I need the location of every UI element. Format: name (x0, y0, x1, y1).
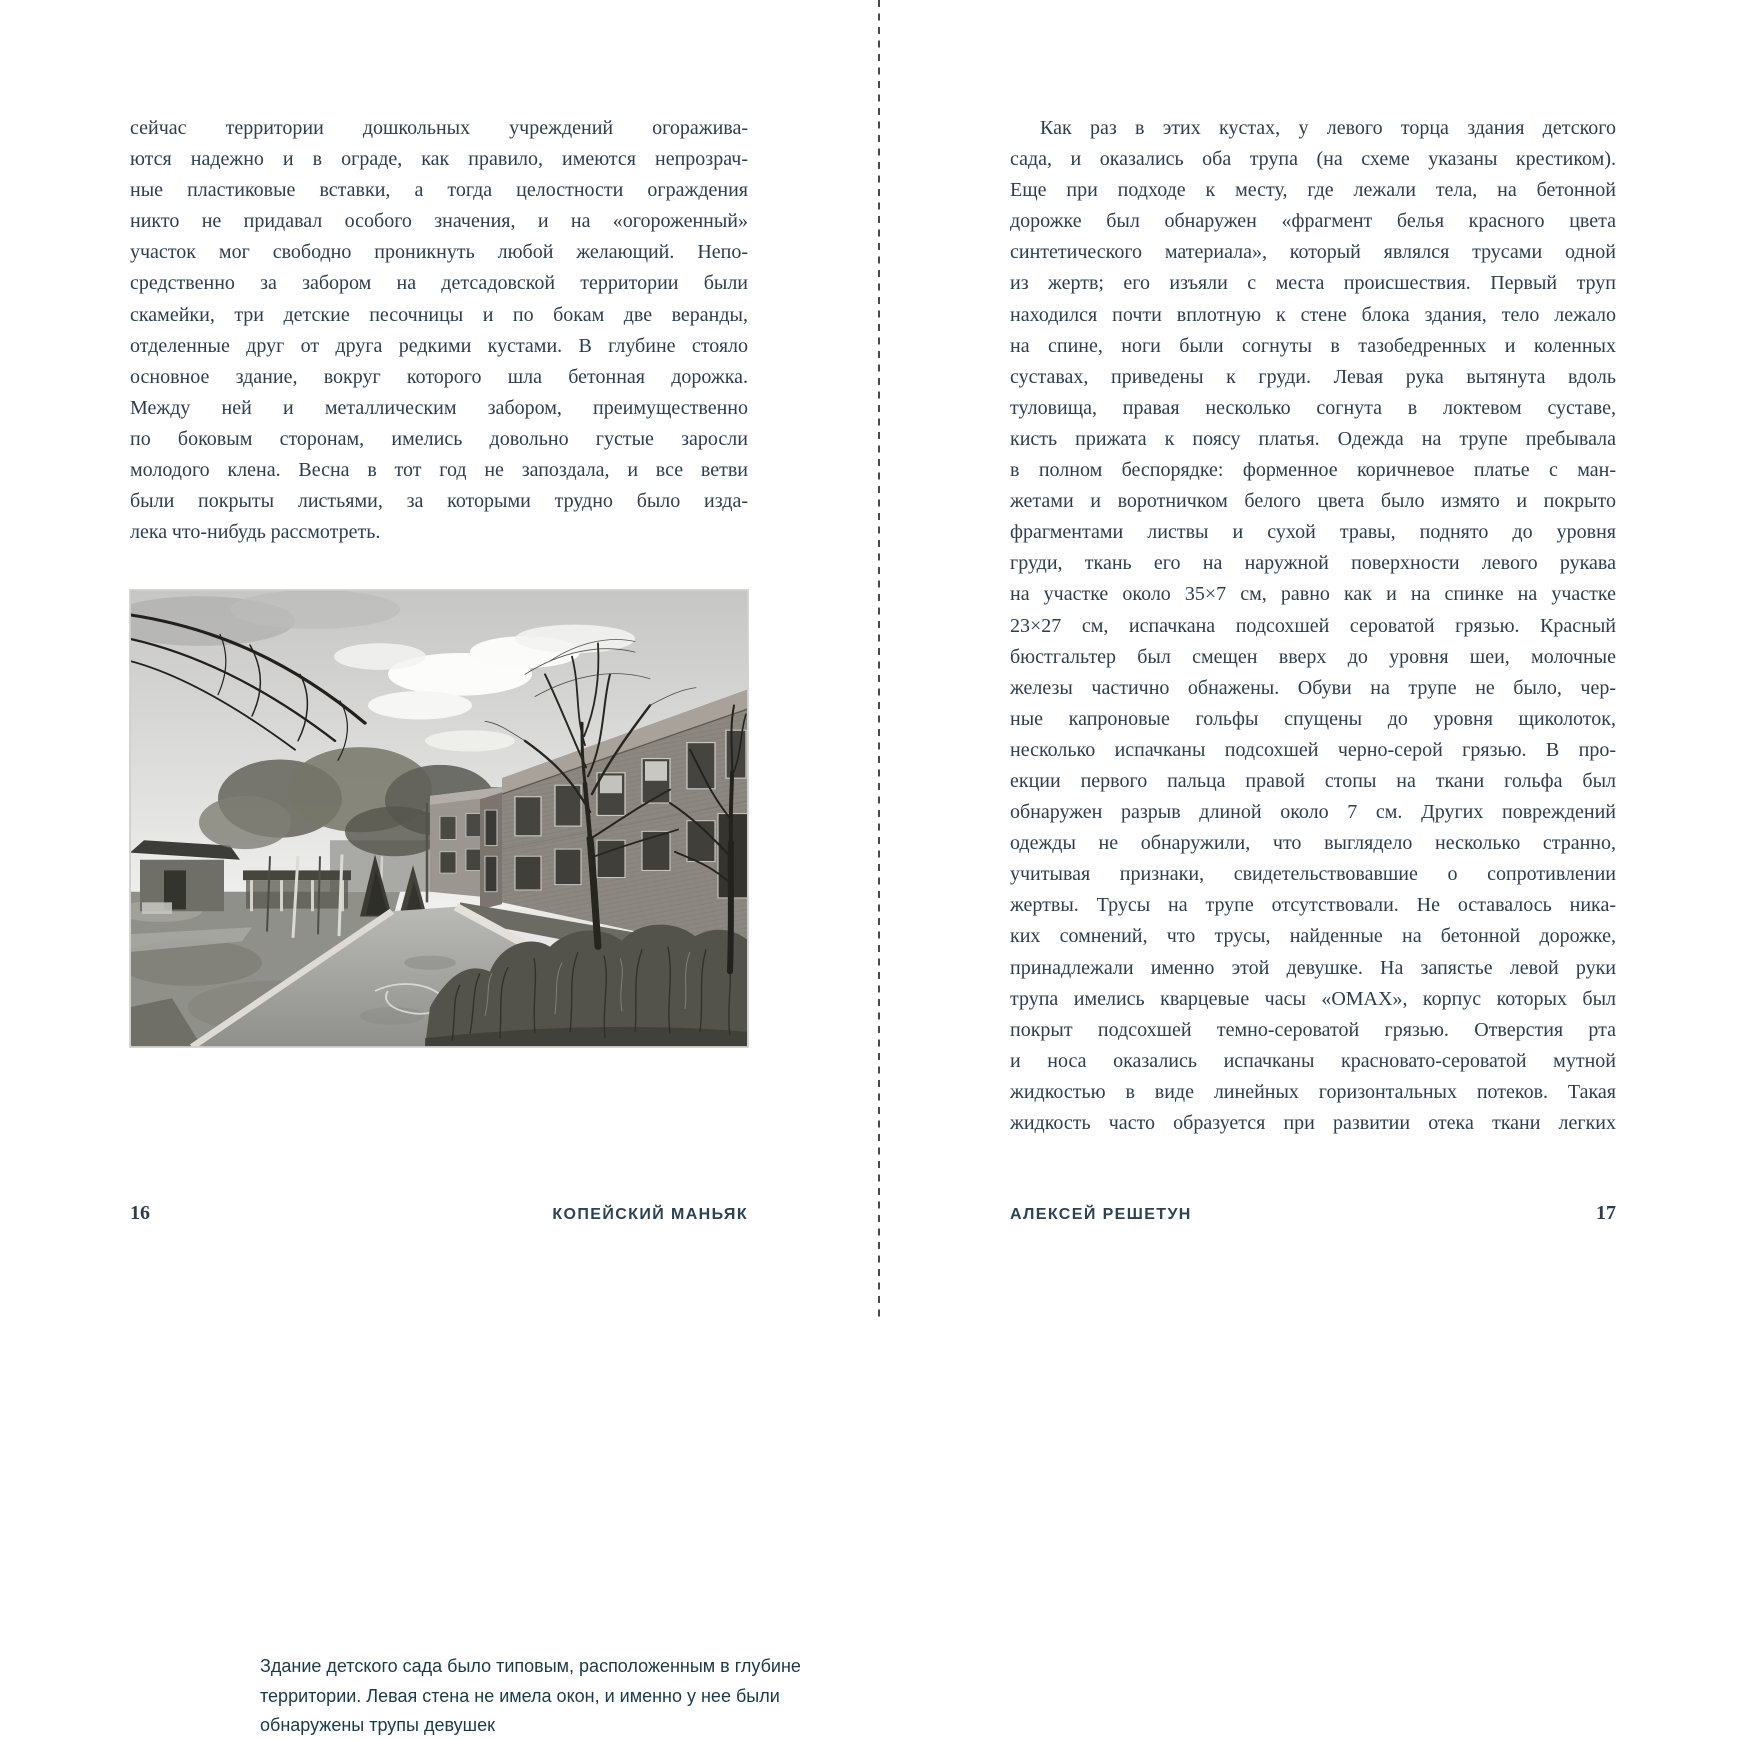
text-line: никто не придавал особого значения, и на «огороженный» (130, 210, 748, 233)
right-page-footer (1010, 1202, 1616, 1225)
hut (130, 840, 240, 914)
text-line: туловища, правая несколько согнута в локтевом суставе, (1010, 396, 1616, 419)
page-number-right: 17 (1596, 1202, 1616, 1224)
text-line: учитывая признаки, свидетельствовавшие о сопротивлении (1010, 863, 1616, 886)
text-line: Еще при подходе к месту, где лежали тела, на бетонной (1010, 179, 1616, 202)
text-line: синтетического материала», который являлся трусами одной (1010, 241, 1616, 264)
text-line: кисть прижата к поясу платья. Одежда на трупе пребывала (1010, 427, 1616, 450)
text-line: жидкость часто образуется при развитии отека ткани легких (1010, 1112, 1616, 1134)
text-line: молодого клена. Весна в тот год не запоздала, и все ветви (130, 459, 748, 482)
text-line: несколько испачканы подсохшей черно-серой грязью. В про- (1010, 738, 1616, 761)
page-number-left: 16 (130, 1202, 150, 1224)
text-line: на спине, ноги были согнуты в тазобедренных и коленных (1010, 334, 1616, 357)
text-line: покрыт подсохшей темно-сероватой грязью. Отверстия рта (1010, 1018, 1616, 1041)
text-line: ные пластиковые вставки, а тогда целостности ограждения (130, 179, 748, 202)
text-line: екции первого пальца правой стопы на ткани гольфа был (1010, 769, 1616, 792)
running-author: АЛЕКСЕЙ РЕШЕТУН (1010, 1206, 1192, 1223)
text-line: принадлежали именно этой девушке. На запястье левой руки (1010, 956, 1616, 979)
text-line: из жертв; его изъяли с места происшествия. Первый труп (1010, 272, 1616, 295)
text-line: лека что-нибудь рассмотреть. (130, 521, 381, 544)
text-line: по боковым сторонам, имелись довольно густые заросли (130, 427, 748, 450)
text-line: Здание детского сада было типовым, расположенным в глубине (260, 1656, 801, 1676)
text-line: ких сомнений, что трусы, найденные на бетонной дорожке, (1010, 925, 1616, 948)
text-line: скамейки, три детские песочницы и по бокам две веранды, (130, 303, 748, 326)
text-line: дорожке был обнаружен «фрагмент белья красного цвета (1010, 210, 1616, 233)
text-line: сада, и оказались оба трупа (на схеме указаны крестиком). (1010, 148, 1616, 171)
left-page-body-text (130, 113, 748, 548)
text-line: Между ней и металлическим забором, преимущественно (130, 396, 748, 419)
text-line: ются надежно и в ограде, как правило, имеются непрозрач- (130, 148, 748, 171)
text-line: отделенные друг от друга редкими кустами. В глубине стояло (130, 334, 748, 357)
text-line: территории. Левая стена не имела окон, и именно у нее были (260, 1685, 780, 1706)
page-spine-dashed-divider (878, 0, 880, 1317)
text-line: жетами и воротничком белого цвета было измято и покрыто (1010, 490, 1616, 513)
text-line: и носа оказались испачканы красновато-сероватой мутной (1010, 1049, 1616, 1072)
right-page-body-text (1010, 113, 1616, 1139)
kindergarten-photo (130, 590, 748, 1047)
text-line: сейчас территории дошкольных учреждений огоражива- (130, 117, 748, 139)
text-line: 23×27 см, испачкана подсохшей сероватой грязью. Красный (1010, 614, 1616, 637)
text-line: в полном беспорядке: форменное коричневое платье с ман- (1010, 459, 1616, 482)
text-line: обнаружен разрыв длиной около 7 см. Других повреждений (1010, 801, 1616, 824)
text-line: участок мог свободно проникнуть любой желающий. Непо- (130, 241, 748, 264)
text-line: жидкостью в виде линейных горизонтальных потеков. Такая (1010, 1080, 1616, 1103)
text-line: жертвы. Трусы на трупе отсутствовали. Не оставалось ника- (1010, 894, 1616, 917)
text-line: бюстгальтер был смещен вверх до уровня шеи, молочные (1010, 645, 1616, 668)
text-line: суставах, приведены к груди. Левая рука вытянута вдоль (1010, 365, 1616, 388)
text-line: фрагментами листвы и сухой травы, поднято до уровня (1010, 521, 1616, 544)
text-line: Как раз в этих кустах, у левого торца здания детского (1040, 117, 1616, 139)
text-line: на участке около 35×7 см, равно как и на спинке на участке (1010, 583, 1616, 606)
text-line: были покрыты листьями, за которыми трудно было изда- (130, 490, 748, 513)
text-line: ные капроновые гольфы спущены до уровня щиколоток, (1010, 707, 1616, 730)
text-line: основное здание, вокруг которого шла бетонная дорожка. (130, 365, 748, 388)
text-line: средственно за забором на детсадовской территории были (130, 272, 748, 295)
text-line: находился почти вплотную к стене блока здания, тело лежало (1010, 303, 1616, 326)
text-line: одежды не обнаружили, что выглядело несколько странно, (1010, 832, 1616, 855)
photo-caption (260, 1652, 878, 1741)
text-line: железы частично обнажены. Обуви на трупе не было, чер- (1010, 676, 1616, 699)
text-line: груди, ткань его на наружной поверхности левого рукава (1010, 552, 1616, 575)
left-page-footer (130, 1202, 748, 1225)
running-title: КОПЕЙСКИЙ МАНЬЯК (552, 1206, 748, 1223)
text-line: трупа имелись кварцевые часы «ОМАХ», корпус которых был (1010, 987, 1616, 1010)
text-line: обнаружены трупы девушек (260, 1715, 495, 1736)
